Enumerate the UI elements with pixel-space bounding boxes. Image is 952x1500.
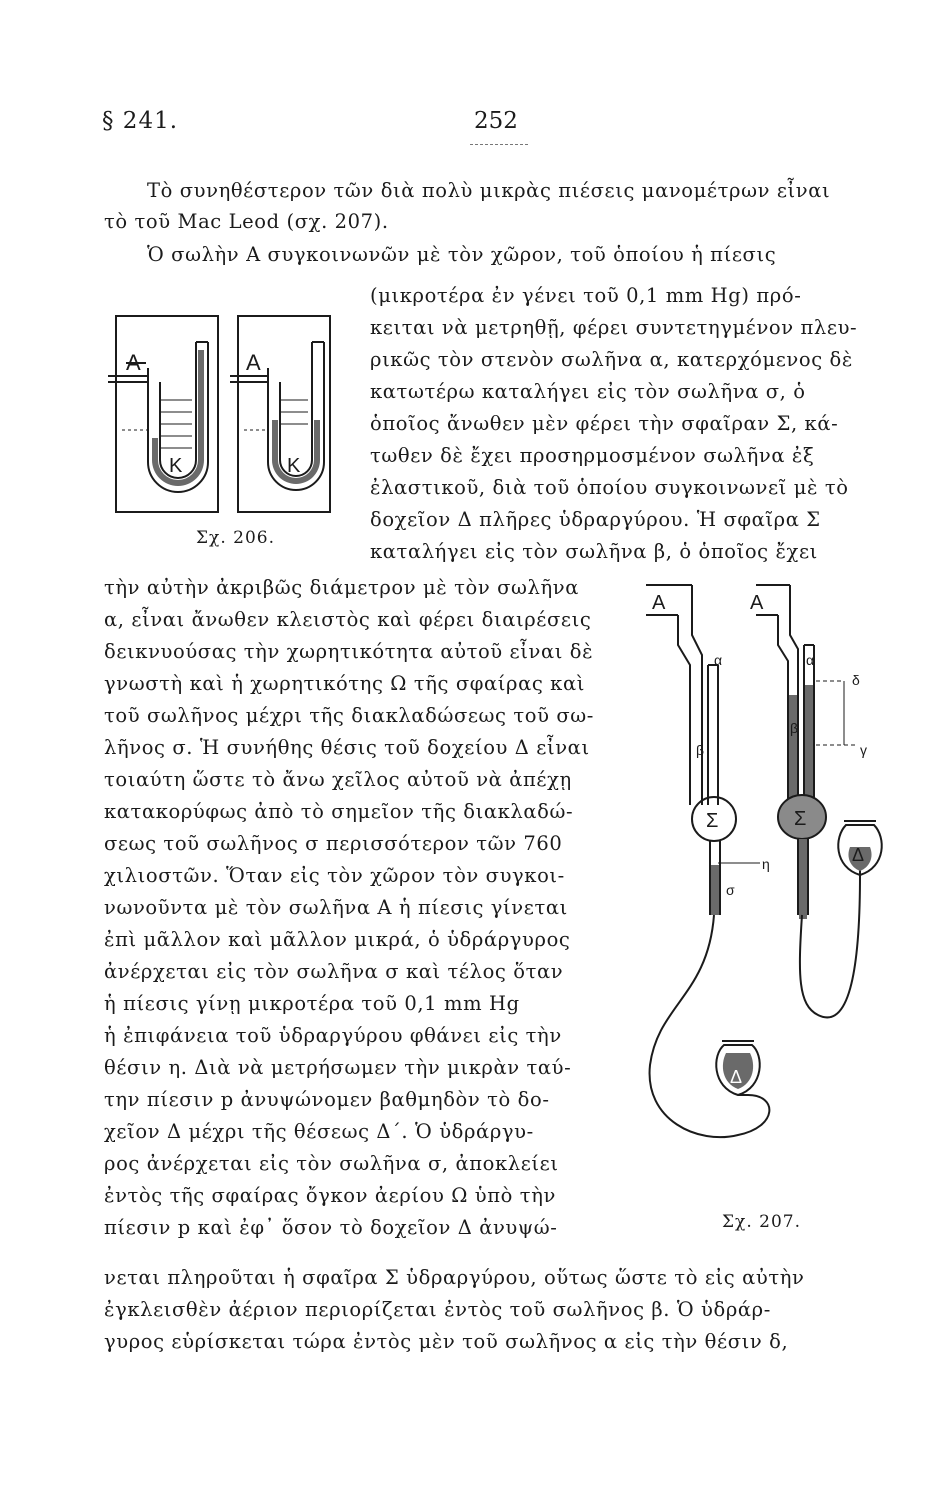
- text-line: ἡ πίεσις γίνῃ μικροτέρα τοῦ 0,1 mm Hg: [104, 992, 520, 1015]
- text-line: Τὸ συνηθέστερον τῶν διὰ πολὺ μικρὰς πιέσεις μανομέτρων εἶναι: [147, 179, 831, 202]
- text-line: καταλήγει εἰς τὸν σωλῆνα β, ὁ ὁποῖος ἔχει: [370, 540, 818, 563]
- text-line: ἐπὶ μᾶλλον καὶ μᾶλλον μικρά, ὁ ὑδράργυρος: [104, 928, 571, 951]
- text-line: ἐγκλεισθὲν ἀέριον περιορίζεται ἐντὸς τοῦ σωλῆνος β. Ὁ ὑδράρ-: [104, 1298, 771, 1321]
- text-line: την πίεσιν p ἀνυψώνομεν βαθμηδὸν τὸ δο-: [104, 1088, 550, 1111]
- text-line: δεικνυούσας τὴν χωρητικότητα αὐτοῦ εἶναι δὲ: [104, 640, 594, 663]
- section-number: § 241.: [102, 108, 179, 134]
- label-beta-right: β: [790, 720, 799, 736]
- text-line: κειται νὰ μετρηθῇ, φέρει συντετηγμένον πλευ-: [370, 316, 858, 339]
- text-line: Ὁ σωλὴν Α συγκοινωνῶν μὲ τὸν χῶρον, τοῦ ὁποίου ἡ πίεσις: [147, 243, 777, 266]
- label-Sigma-right: Σ: [794, 808, 807, 830]
- text-line: α, εἶναι ἄνωθεν κλειστὸς καὶ φέρει διαιρέσεις: [104, 608, 592, 631]
- text-line: κατακορύφως ἀπὸ τὸ σημεῖον τῆς διακλαδώ-: [104, 800, 574, 823]
- label-alpha-right: α: [806, 652, 815, 668]
- text-line: τωθεν δὲ ἔχει προσηρμοσμένον σωλῆνα ἐξ: [370, 444, 815, 467]
- label-K-right: K: [287, 455, 301, 477]
- text-line: δοχεῖον Δ πλῆρες ὑδραργύρου. Ἡ σφαῖρα Σ: [370, 508, 821, 531]
- figure-207-caption: Σχ. 207.: [722, 1212, 801, 1232]
- text-line: ἀνέρχεται εἰς τὸν σωλῆνα σ καὶ τέλος ὅταν: [104, 960, 564, 983]
- label-delta: δ: [852, 672, 860, 688]
- page-header: [0, 108, 952, 148]
- label-eta: η: [762, 856, 770, 872]
- text-line: ρος ἀνέρχεται εἰς τὸν σωλῆνα σ, ἀποκλείει: [104, 1152, 559, 1175]
- text-line: τὴν αὐτὴν ἀκριβῶς διάμετρον μὲ τὸν σωλῆνα: [104, 576, 579, 599]
- text-line: τοῦ σωλῆνος μέχρι τῆς διακλαδώσεως τοῦ σω-: [104, 704, 594, 727]
- page-number: 252: [474, 108, 518, 134]
- label-Delta-raised: Δ: [852, 845, 865, 865]
- text-line: ὁποῖος ἄνωθεν μὲν φέρει τὴν σφαῖραν Σ, κά-: [370, 412, 839, 435]
- text-line: νωνοῦντα μὲ τὸν σωλῆνα Α ἡ πίεσις γίνεται: [104, 896, 568, 919]
- label-alpha-left: α: [714, 652, 723, 668]
- label-K-left: K: [169, 455, 183, 477]
- text-line: (μικροτέρα ἐν γένει τοῦ 0,1 mm Hg) πρό-: [370, 284, 802, 307]
- text-line: νεται πληροῦται ἡ σφαῖρα Σ ὑδραργύρου, οὕτως ὥστε τὸ εἰς αὐτὴν: [104, 1266, 805, 1289]
- text-line: λῆνος σ. Ἡ συνήθης θέσις τοῦ δοχείου Δ εἶναι: [104, 736, 590, 759]
- figure-206: [104, 310, 354, 550]
- label-A-right: A: [750, 592, 764, 614]
- label-beta-left: β: [696, 742, 705, 758]
- label-Delta-lowered: Δ: [730, 1067, 743, 1087]
- text-line: χιλιοστῶν. Ὅταν εἰς τὸν χῶρον τὸν συγκοι-: [104, 864, 565, 887]
- header-rule: [470, 144, 528, 145]
- figure-207: [638, 575, 910, 1215]
- text-line: σεως τοῦ σωλῆνος σ περισσότερον τῶν 760: [104, 832, 563, 855]
- label-sigma-lower: σ: [726, 882, 735, 898]
- text-line: ἡ ἐπιφάνεια τοῦ ὑδραργύρου φθάνει εἰς τὴν: [104, 1024, 562, 1047]
- label-gamma: γ: [860, 742, 867, 758]
- text-line: τοιαύτη ὥστε τὸ ἄνω χεῖλος αὐτοῦ νὰ ἀπέχῃ: [104, 768, 572, 791]
- label-Sigma-left: Σ: [706, 810, 719, 832]
- text-line: γνωστὴ καὶ ἡ χωρητικότης Ω τῆς σφαίρας καὶ: [104, 672, 585, 695]
- text-line: κατωτέρω καταλήγει εἰς τὸν σωλῆνα σ, ὁ: [370, 380, 806, 403]
- label-A-right: A: [246, 350, 261, 375]
- text-line: θέσιν η. Διὰ νὰ μετρήσωμεν τὴν μικρὰν ταύ-: [104, 1056, 572, 1079]
- text-line: γυρος εὑρίσκεται τώρα ἐντὸς μὲν τοῦ σωλῆνος α εἰς τὴν θέσιν δ,: [104, 1330, 789, 1353]
- label-A-left: A: [652, 592, 666, 614]
- text-line: ρικῶς τὸν στενὸν σωλῆνα α, κατερχόμενος δὲ: [370, 348, 853, 371]
- text-line: ἐντὸς τῆς σφαίρας ὄγκον ἀερίου Ω ὑπὸ τὴν: [104, 1184, 556, 1207]
- figure-206-caption: Σχ. 206.: [196, 528, 275, 548]
- text-line: τὸ τοῦ Mac Leod (σχ. 207).: [104, 210, 389, 233]
- label-A-left: A: [126, 350, 141, 375]
- text-line: ἐλαστικοῦ, διὰ τοῦ ὁποίου συγκοινωνεῖ μὲ τὸ: [370, 476, 849, 499]
- text-line: πίεσιν p καὶ ἐφ᾽ ὅσον τὸ δοχεῖον Δ ἀνυψώ-: [104, 1216, 558, 1239]
- text-line: χεῖον Δ μέχρι τῆς θέσεως Δ΄. Ὁ ὑδράργυ-: [104, 1120, 534, 1143]
